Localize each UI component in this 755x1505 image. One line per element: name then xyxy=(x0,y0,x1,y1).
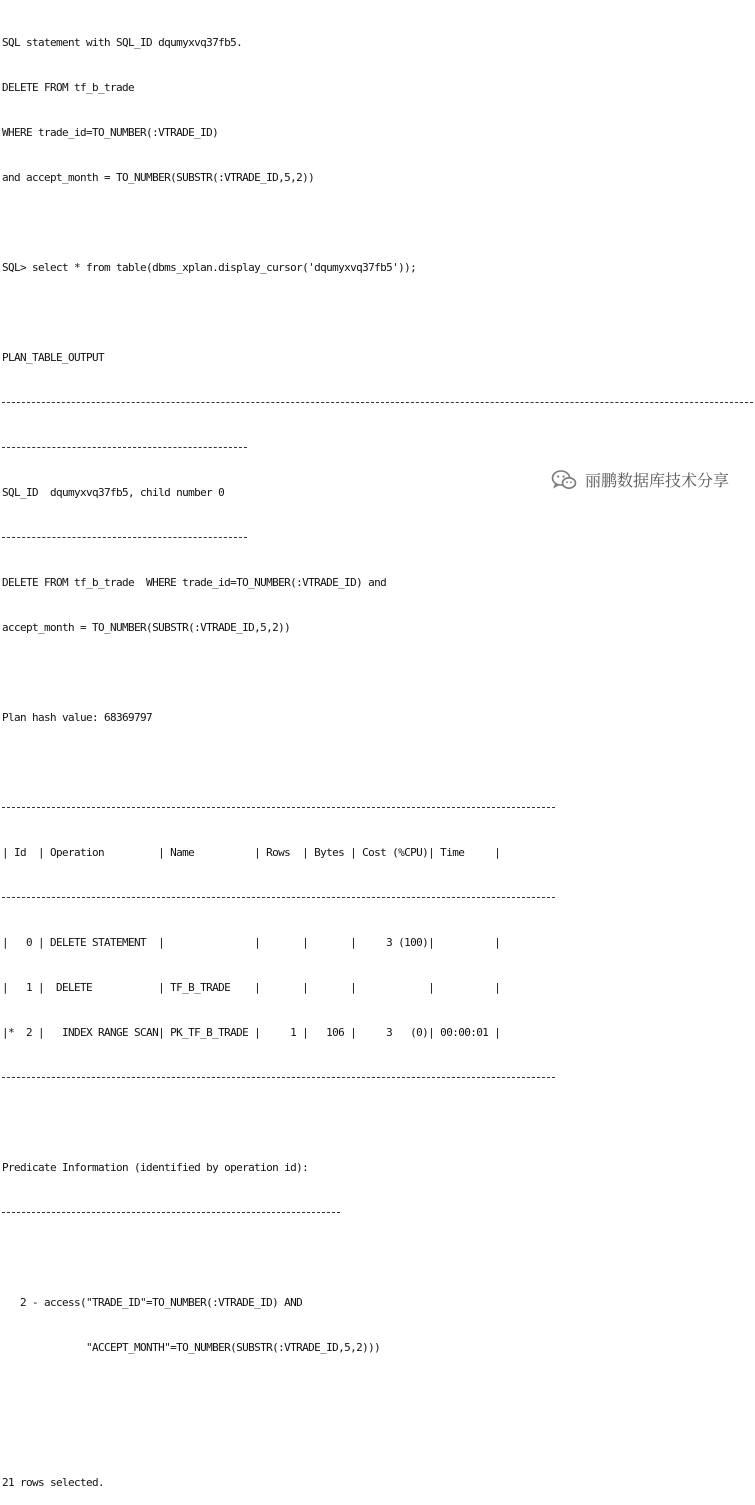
statement-line: accept_month = TO_NUMBER(SUBSTR(:VTRADE_ID,5,2)) xyxy=(2,621,291,634)
blank-line xyxy=(2,755,755,770)
plan-output-header: PLAN_TABLE_OUTPUT xyxy=(2,351,105,364)
plan-hash-line: Plan hash value: 68369797 xyxy=(2,711,153,724)
blank-line xyxy=(2,1115,755,1130)
output-line: WHERE trade_id=TO_NUMBER(:VTRADE_ID) xyxy=(2,126,219,139)
terminal-output xyxy=(2,5,755,1505)
table-border xyxy=(2,890,755,905)
sql-id-line: SQL_ID dqumyxvq37fb5, child number 0 xyxy=(2,486,225,499)
output-line: SQL statement with SQL_ID dqumyxvq37fb5. xyxy=(2,36,243,49)
plan-table-row: | 1 | DELETE | TF_B_TRADE | | | | | xyxy=(2,981,501,994)
blank-line xyxy=(2,1430,755,1445)
watermark xyxy=(551,468,729,491)
sql-command: SQL> select * from table(dbms_xplan.display_cursor('dqumyxvq37fb5')); xyxy=(2,261,417,274)
rows-selected-footer: 21 rows selected. xyxy=(2,1476,105,1489)
output-line: DELETE FROM tf_b_trade xyxy=(2,81,135,94)
separator-rule xyxy=(2,1205,755,1220)
watermark-text: 丽鹏数据库技术分享 xyxy=(584,471,729,490)
separator-rule xyxy=(2,440,755,455)
output-line: and accept_month = TO_NUMBER(SUBSTR(:VTRADE_ID,5,2)) xyxy=(2,171,315,184)
wechat-icon xyxy=(551,469,577,491)
blank-line xyxy=(2,1250,755,1265)
blank-line xyxy=(2,1385,755,1400)
blank-line xyxy=(2,215,755,230)
table-border xyxy=(2,800,755,815)
predicate-line: 2 - access("TRADE_ID"=TO_NUMBER(:VTRADE_ID) AND xyxy=(2,1296,303,1309)
plan-table-header: | Id | Operation | Name | Rows | Bytes | Cost (%CPU)| Time | xyxy=(2,846,501,859)
predicate-line: "ACCEPT_MONTH"=TO_NUMBER(SUBSTR(:VTRADE_ID,5,2))) xyxy=(2,1341,381,1354)
statement-line: DELETE FROM tf_b_trade WHERE trade_id=TO_NUMBER(:VTRADE_ID) and xyxy=(2,576,387,589)
table-border xyxy=(2,1070,755,1085)
plan-table-row: |* 2 | INDEX RANGE SCAN| PK_TF_B_TRADE | 1 | 106 | 3 (0)| 00:00:01 | xyxy=(2,1026,501,1039)
separator-rule xyxy=(2,530,755,545)
blank-line xyxy=(2,665,755,680)
blank-line xyxy=(2,305,755,320)
separator-rule xyxy=(2,395,755,410)
predicate-header: Predicate Information (identified by operation id): xyxy=(2,1161,309,1174)
plan-table-row: | 0 | DELETE STATEMENT | | | | 3 (100)| | xyxy=(2,936,501,949)
